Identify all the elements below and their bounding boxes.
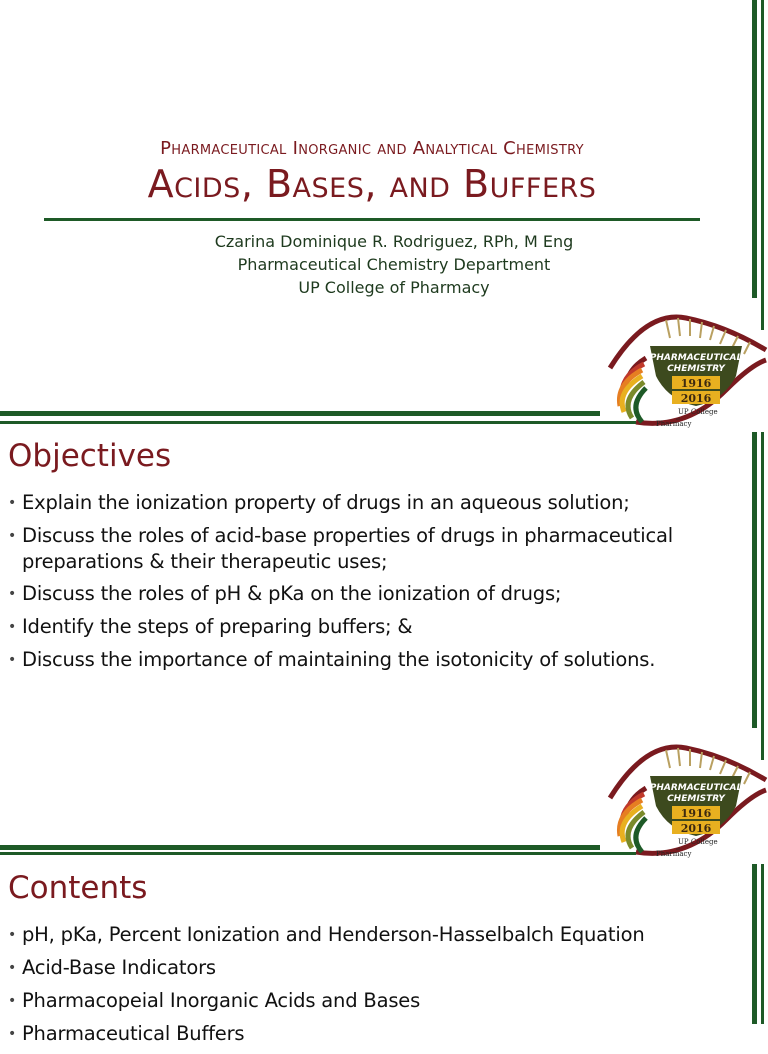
logo-year2: 2016 bbox=[680, 392, 712, 405]
author-department: Pharmaceutical Chemistry Department bbox=[237, 255, 551, 274]
logo-line2: CHEMISTRY bbox=[667, 794, 725, 804]
bottom-accent-bar-thick bbox=[0, 411, 600, 416]
objectives-heading: Objectives bbox=[8, 438, 172, 474]
dna-emblem-icon bbox=[606, 740, 766, 860]
author-block bbox=[0, 230, 768, 299]
list-item: • Discuss the roles of acid-base properties of drugs in pharmaceutical preparations & their therapeutic uses; bbox=[8, 524, 673, 573]
bullet-icon: • bbox=[8, 960, 17, 976]
title-slide bbox=[0, 0, 768, 426]
bullet-icon: • bbox=[8, 652, 17, 668]
author-college: UP College of Pharmacy bbox=[298, 278, 490, 297]
logo-line2: CHEMISTRY bbox=[667, 364, 725, 374]
bullet-icon: • bbox=[8, 927, 17, 943]
centennial-logo bbox=[606, 310, 766, 430]
right-accent-bar-thin bbox=[761, 432, 764, 760]
logo-college-small: of bbox=[676, 416, 680, 421]
list-item: • Pharmacopeial Inorganic Acids and Bases bbox=[8, 989, 421, 1012]
list-item: • pH, pKa, Percent Ionization and Henderson-Hasselbalch Equation bbox=[8, 923, 645, 946]
logo-college-line2: Pharmacy bbox=[656, 850, 692, 858]
slide-title: Acids, Bases, and Buffers bbox=[147, 162, 597, 206]
bullet-icon: • bbox=[8, 586, 17, 602]
bottom-accent-bar-thick bbox=[0, 845, 600, 850]
logo-year1: 1916 bbox=[680, 377, 712, 390]
logo-line1: PHARMACEUTICAL bbox=[649, 783, 743, 793]
list-item: • Pharmaceutical Buffers bbox=[8, 1022, 245, 1045]
logo-college-small: of bbox=[676, 846, 680, 851]
objectives-list bbox=[8, 490, 728, 680]
bullet-icon: • bbox=[8, 1026, 17, 1042]
contents-heading: Contents bbox=[8, 870, 148, 906]
list-item: • Discuss the roles of pH & pKa on the ionization of drugs; bbox=[8, 582, 562, 605]
contents-slide bbox=[0, 858, 768, 1045]
bottom-accent-bar-thin bbox=[0, 421, 636, 424]
bullet-icon: • bbox=[8, 993, 17, 1009]
logo-college-line1: UP College bbox=[678, 408, 718, 416]
list-item: • Acid-Base Indicators bbox=[8, 956, 216, 979]
list-item: • Identify the steps of preparing buffers; & bbox=[8, 615, 413, 638]
logo-college-line2: Pharmacy bbox=[656, 420, 692, 428]
list-item: • Discuss the importance of maintaining the isotonicity of solutions. bbox=[8, 648, 656, 671]
logo-year1: 1916 bbox=[680, 807, 712, 820]
author-name: Czarina Dominique R. Rodriguez, RPh, M Eng bbox=[214, 232, 574, 251]
bullet-icon: • bbox=[8, 619, 17, 635]
title-divider bbox=[44, 218, 700, 221]
logo-college-line1: UP College bbox=[678, 838, 718, 846]
right-accent-bar-thick bbox=[752, 864, 757, 1024]
objectives-slide bbox=[0, 428, 768, 856]
contents-list bbox=[8, 922, 728, 1054]
course-title: Pharmaceutical Inorganic and Analytical Chemistry bbox=[160, 138, 584, 159]
logo-line1: PHARMACEUTICAL bbox=[649, 353, 743, 363]
bullet-icon: • bbox=[8, 495, 17, 511]
bullet-icon: • bbox=[8, 528, 17, 544]
list-item: • Explain the ionization property of drugs in an aqueous solution; bbox=[8, 491, 630, 514]
right-accent-bar-thin bbox=[761, 864, 764, 1024]
logo-year2: 2016 bbox=[680, 822, 712, 835]
right-accent-bar-thick bbox=[752, 432, 757, 728]
bottom-accent-bar-thin bbox=[0, 852, 636, 855]
dna-emblem-icon bbox=[606, 310, 766, 430]
centennial-logo bbox=[606, 740, 766, 860]
